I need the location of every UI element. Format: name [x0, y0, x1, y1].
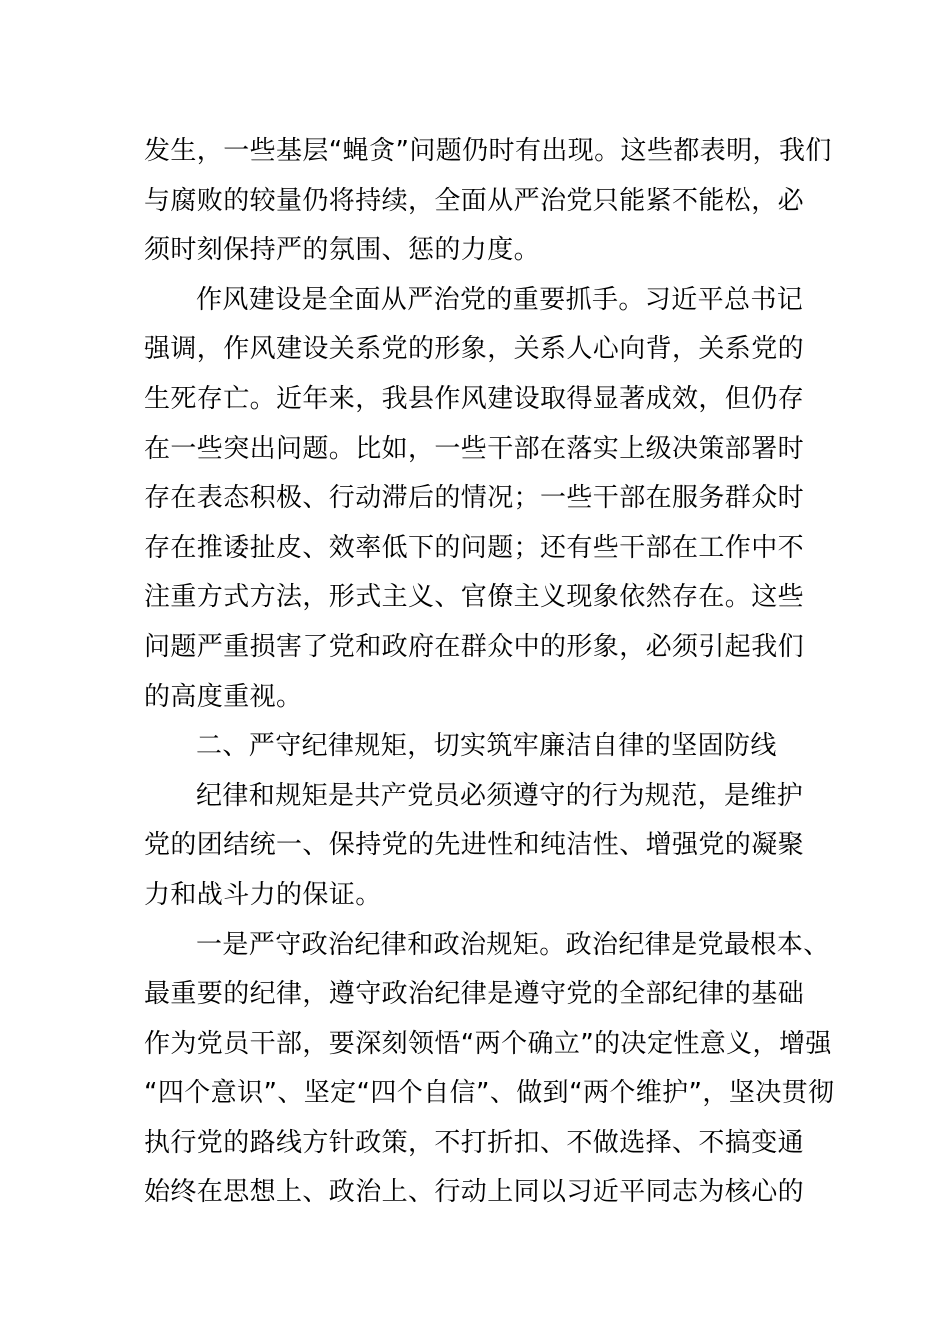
body-line: 最重要的纪律，遵守政治纪律是遵守党的全部纪律的基础 [144, 979, 805, 1010]
paragraph-start-line: 作风建设是全面从严治党的重要抓手。习近平总书记 [196, 284, 804, 315]
body-line: 的高度重视。 [144, 681, 303, 712]
body-line: 执行党的路线方针政策，不打折扣、不做选择、不搞变通 [144, 1127, 805, 1158]
body-line: 注重方式方法，形式主义、官僚主义现象依然存在。这些 [144, 582, 805, 613]
document-body [144, 127, 835, 1218]
body-line: 发生，一些基层“蝇贪”问题仍时有出现。这些都表明，我们 [144, 136, 832, 166]
body-line: 问题严重损害了党和政府在群众中的形象，必须引起我们 [144, 631, 805, 662]
body-line: 存在表态积极、行动滞后的情况；一些干部在服务群众时 [144, 483, 805, 514]
body-line: 强调，作风建设关系党的形象，关系人心向背，关系党的 [144, 334, 805, 365]
body-line: 始终在思想上、政治上、行动上同以习近平同志为核心的 [144, 1177, 805, 1208]
body-line: “四个意识”、坚定“四个自信”、做到“两个维护”，坚决贯彻 [144, 1078, 835, 1109]
section-heading: 二、严守纪律规矩，切实筑牢廉洁自律的坚固防线 [196, 731, 777, 762]
body-line: 须时刻保持严的氛围、惩的力度。 [144, 235, 541, 266]
body-line: 力和战斗力的保证。 [144, 879, 382, 910]
body-line: 生死存亡。近年来，我县作风建设取得显著成效，但仍存 [144, 383, 805, 414]
paragraph-start-line: 一是严守政治纪律和政治规矩。政治纪律是党最根本、 [196, 929, 830, 960]
body-line: 党的团结统一、保持党的先进性和纯洁性、增强党的凝聚 [144, 830, 805, 861]
body-line: 在一些突出问题。比如，一些干部在落实上级决策部署时 [144, 433, 805, 464]
body-line: 存在推诿扯皮、效率低下的问题；还有些干部在工作中不 [144, 532, 805, 563]
body-line: 作为党员干部，要深刻领悟“两个确立”的决定性意义，增强 [144, 1028, 832, 1059]
paragraph-start-line: 纪律和规矩是共产党员必须遵守的行为规范，是维护 [196, 780, 804, 811]
body-line: 与腐败的较量仍将持续，全面从严治党只能紧不能松，必 [144, 185, 805, 216]
